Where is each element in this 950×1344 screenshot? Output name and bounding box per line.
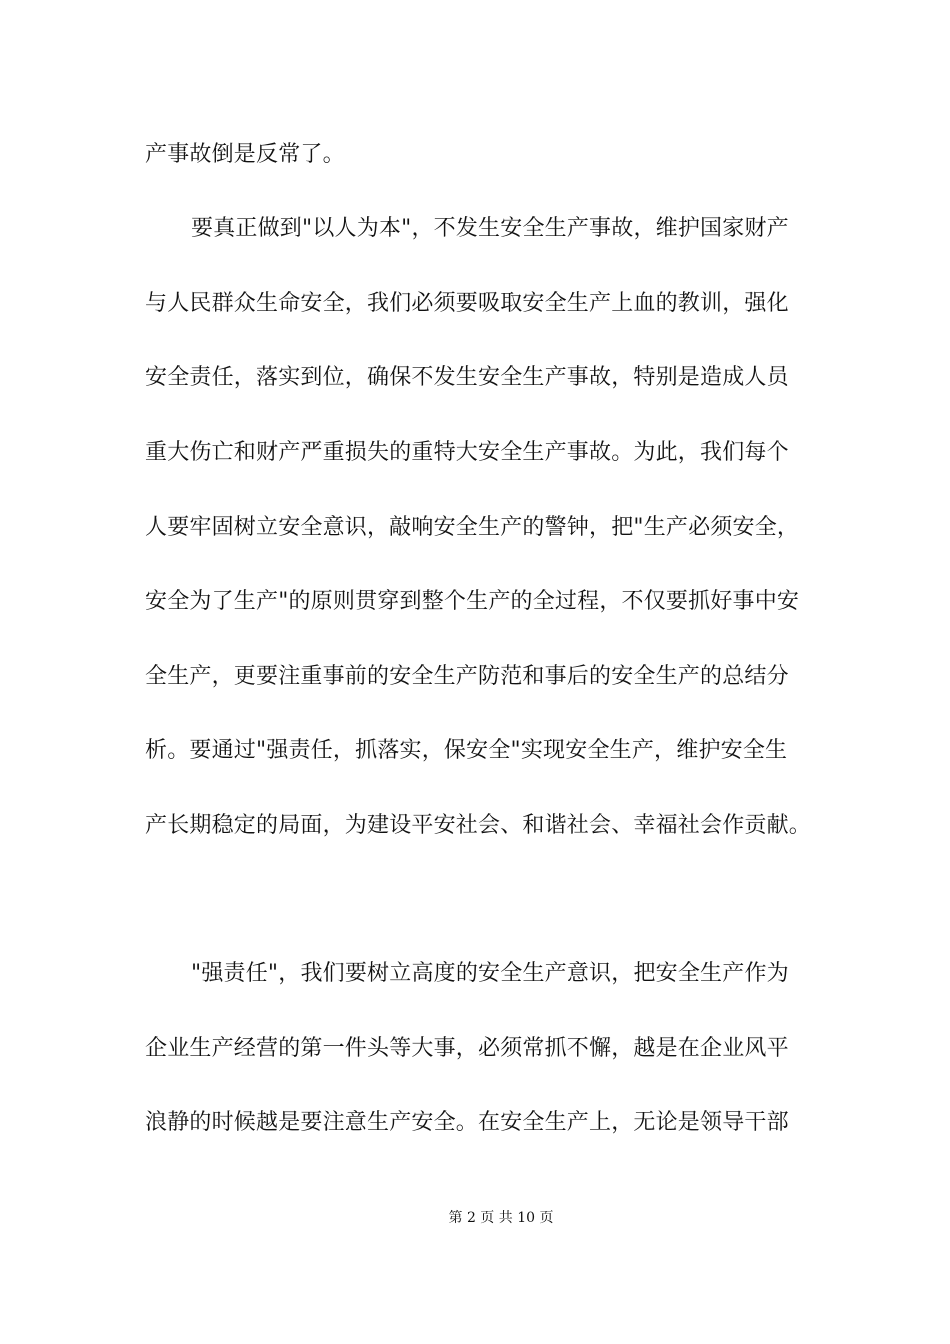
text-line: 全生产，更要注重事前的安全生产防范和事后的安全生产的总结分 <box>145 664 789 689</box>
text-line: 析。要通过"强责任，抓落实，保安全"实现安全生产，维护安全生 <box>145 738 788 763</box>
paragraph-first-line: "强责任"，我们要树立高度的安全生产意识，把安全生产作为 <box>191 961 789 986</box>
text-line: 浪静的时候越是要注意生产安全。在安全生产上，无论是领导干部 <box>145 1110 789 1135</box>
text-line: 安全责任，落实到位，确保不发生安全生产事故，特别是造成人员 <box>145 365 789 390</box>
text-line: 安全为了生产"的原则贯穿到整个生产的全过程，不仅要抓好事中安 <box>145 589 800 614</box>
page-footer <box>0 1208 950 1228</box>
text-line: 产事故倒是反常了。 <box>145 142 345 167</box>
text-line: 企业生产经营的第一件头等大事，必须常抓不懈，越是在企业风平 <box>145 1036 789 1061</box>
paragraph-first-line: 要真正做到"以人为本"，不发生安全生产事故，维护国家财产 <box>191 216 789 241</box>
page-number: 第 2 页 共 10 页 <box>448 1210 554 1226</box>
text-line: 人要牢固树立安全意识，敲响安全生产的警钟，把"生产必须安全， <box>145 515 800 540</box>
text-line: 重大伤亡和财产严重损失的重特大安全生产事故。为此，我们每个 <box>145 440 789 465</box>
text-line: 与人民群众生命安全，我们必须要吸取安全生产上血的教训，强化 <box>145 291 789 316</box>
text-line: 产长期稳定的局面，为建设平安社会、和谐社会、幸福社会作贡献。 <box>145 813 812 838</box>
